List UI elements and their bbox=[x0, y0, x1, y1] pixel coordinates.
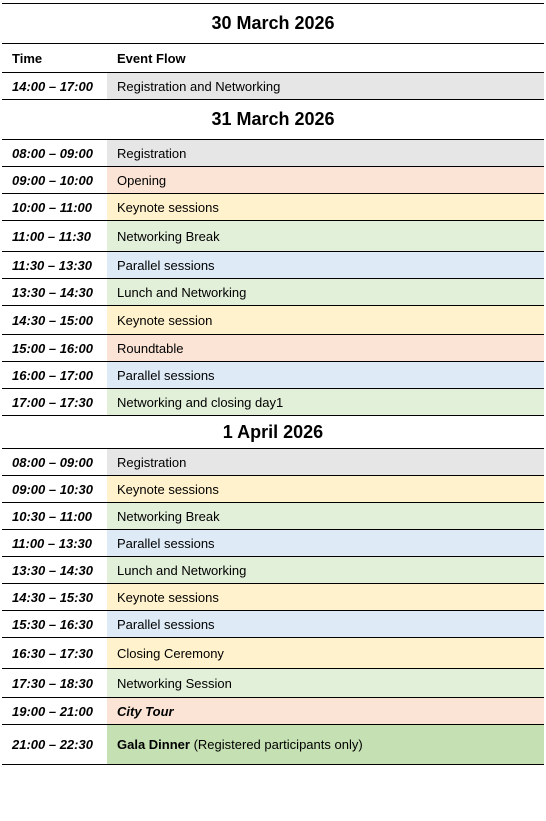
time-cell: 13:30 – 14:30 bbox=[2, 279, 107, 305]
time-cell: 09:00 – 10:30 bbox=[2, 476, 107, 502]
time-cell: 14:30 – 15:30 bbox=[2, 584, 107, 610]
event-cell: Parallel sessions bbox=[107, 362, 544, 388]
table-row bbox=[2, 335, 544, 362]
event-cell: Closing Ceremony bbox=[107, 638, 544, 668]
event-schedule-table bbox=[2, 3, 544, 765]
event-cell: Keynote session bbox=[107, 306, 544, 334]
time-cell: 08:00 – 09:00 bbox=[2, 449, 107, 475]
column-header-time: Time bbox=[12, 50, 43, 66]
time-cell: 14:00 – 17:00 bbox=[2, 73, 107, 99]
table-row bbox=[2, 669, 544, 698]
event-cell: Lunch and Networking bbox=[107, 279, 544, 305]
event-cell: Keynote sessions bbox=[107, 584, 544, 610]
day-title: 30 March 2026 bbox=[211, 13, 335, 33]
event-text: City Tour bbox=[117, 703, 174, 719]
day-title: 31 March 2026 bbox=[211, 109, 335, 129]
table-row bbox=[2, 611, 544, 638]
event-note: (Registered participants only) bbox=[189, 737, 363, 752]
table-row bbox=[2, 530, 544, 557]
event-cell: Registration bbox=[107, 140, 544, 166]
table-row bbox=[2, 73, 544, 100]
table-row bbox=[2, 503, 544, 530]
event-cell: Lunch and Networking bbox=[107, 557, 544, 583]
time-cell: 11:00 – 11:30 bbox=[2, 221, 107, 251]
table-row bbox=[2, 638, 544, 669]
column-header-row bbox=[2, 44, 544, 73]
time-cell: 16:00 – 17:00 bbox=[2, 362, 107, 388]
time-cell: 10:30 – 11:00 bbox=[2, 503, 107, 529]
event-cell: Roundtable bbox=[107, 335, 544, 361]
table-row bbox=[2, 698, 544, 725]
time-cell: 09:00 – 10:00 bbox=[2, 167, 107, 193]
time-cell: 17:00 – 17:30 bbox=[2, 389, 107, 415]
day-header bbox=[2, 416, 544, 449]
day-header bbox=[2, 100, 544, 140]
time-cell: 21:00 – 22:30 bbox=[2, 725, 107, 764]
table-row bbox=[2, 194, 544, 221]
table-row bbox=[2, 221, 544, 252]
event-cell: Keynote sessions bbox=[107, 194, 544, 220]
time-cell: 08:00 – 09:00 bbox=[2, 140, 107, 166]
event-cell: Networking Break bbox=[107, 221, 544, 251]
time-cell: 13:30 – 14:30 bbox=[2, 557, 107, 583]
time-cell: 17:30 – 18:30 bbox=[2, 669, 107, 697]
event-cell: Networking Session bbox=[107, 669, 544, 697]
table-row bbox=[2, 306, 544, 335]
table-row bbox=[2, 167, 544, 194]
event-cell: Parallel sessions bbox=[107, 530, 544, 556]
time-cell: 15:00 – 16:00 bbox=[2, 335, 107, 361]
event-cell: Registration and Networking bbox=[107, 73, 544, 99]
time-cell: 15:30 – 16:30 bbox=[2, 611, 107, 637]
time-cell: 11:30 – 13:30 bbox=[2, 252, 107, 278]
table-row bbox=[2, 362, 544, 389]
time-cell: 14:30 – 15:00 bbox=[2, 306, 107, 334]
day-title: 1 April 2026 bbox=[222, 421, 324, 442]
event-cell: Networking Break bbox=[107, 503, 544, 529]
event-cell: Parallel sessions bbox=[107, 252, 544, 278]
table-row bbox=[2, 279, 544, 306]
table-row bbox=[2, 584, 544, 611]
table-row bbox=[2, 476, 544, 503]
event-cell bbox=[107, 698, 544, 724]
column-header-event: Event Flow bbox=[117, 50, 186, 66]
time-cell: 19:00 – 21:00 bbox=[2, 698, 107, 724]
event-text: Gala Dinner bbox=[117, 737, 190, 752]
time-cell: 16:30 – 17:30 bbox=[2, 638, 107, 668]
event-cell: Parallel sessions bbox=[107, 611, 544, 637]
table-row bbox=[2, 725, 544, 765]
table-row bbox=[2, 252, 544, 279]
table-row bbox=[2, 557, 544, 584]
event-cell: Opening bbox=[107, 167, 544, 193]
table-row bbox=[2, 140, 544, 167]
event-cell: Networking and closing day1 bbox=[107, 389, 544, 415]
time-cell: 11:00 – 13:30 bbox=[2, 530, 107, 556]
table-row bbox=[2, 389, 544, 416]
day-header bbox=[2, 4, 544, 44]
event-cell: Keynote sessions bbox=[107, 476, 544, 502]
event-cell bbox=[107, 725, 544, 764]
table-row bbox=[2, 449, 544, 476]
time-cell: 10:00 – 11:00 bbox=[2, 194, 107, 220]
event-cell: Registration bbox=[107, 449, 544, 475]
